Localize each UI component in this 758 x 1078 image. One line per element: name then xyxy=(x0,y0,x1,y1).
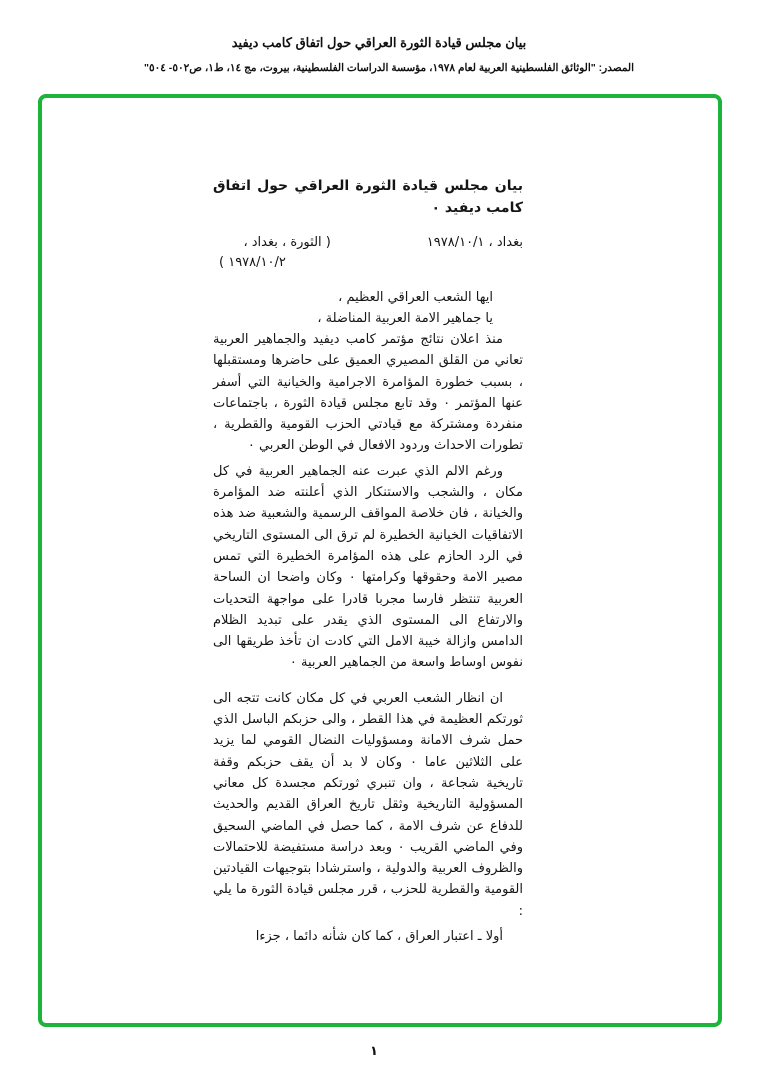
statement-heading: بيان مجلس قيادة الثورة العراقي حول اتفاق كامب ديفيد ٠ xyxy=(213,178,523,216)
newspaper-source xyxy=(213,233,331,273)
paragraph-text: منذ اعلان نتائج مؤتمر كامب ديفيد والجماهير العربية تعاني من القلق المصيري العميق على حاضرها ومستقبلها ، بسبب خطورة المؤامرة الاجرامية والخيانية التي أسفر عنها المؤتمر ٠ وقد تابع مجلس قيادة الثورة ، باجتماعات منفردة ومشتركة مع قيادتي الحزب القومية والقطرية ، تطورات الاحداث وردود الافعال في الوطن العربي ٠ xyxy=(213,332,523,454)
document-title: بيان مجلس قيادة الثورة العراقي حول اتفاق كامب ديفيد xyxy=(231,35,527,50)
dateline xyxy=(213,233,523,273)
paragraph xyxy=(213,329,523,457)
paragraph-text: ان انظار الشعب العربي في كل مكان كانت تتجه الى ثورتكم العظيمة في هذا القطر ، والى حزبكم الباسل الذي حمل شرف الامانة ومسؤوليات النضال القومي لما يزيد على الثلاثين عاما ٠ وكان لا بد أن يقف حزبكم وقفة تاريخية شجاعة ، وان تنبري ثورتكم مجسدة كل معاني المسؤولية التاريخية وثقل تاريخ العراق القديم والحديث للدفاع عن شرف الامة ، كما حصل في الماضي السحيق وفي الماضي القريب ٠ وبعد دراسة مستفيضة للاحتمالات والظروف العربية والدولية ، واسترشادا بتوجيهات القيادتين القومية والقطرية للحزب ، قرر مجلس قيادة الثورة ما يلي : xyxy=(213,690,523,919)
paragraph-text: ورغم الالم الذي عبرت عنه الجماهير العربية في كل مكان ، والشجب والاستنكار الذي أعلنته ضد المؤامرة والخيانة ، فان خلاصة المواقف الرسمية والشعبية ضد هذه الاتفاقيات الخيانية الخطيرة لم ترق الى المستوى التاريخي في الرد الحازم على هذه المؤامرة الخطيرة التي تمس مصير الامة وحقوقها وكرامتها ٠ وكان واضحا ان الساحة العربية تنتظر فارسا مجربا قادرا على مواجهة التحديات والارتفاع الى المستوى الذي يقدر على تبديد الظلام الدامس وازالة خيبة الامل التي كادت ان تأخذ طريقها الى نفوس اوساط واسعة من الجماهير العربية ٠ xyxy=(213,463,523,671)
place-date: بغداد ، ١٩٧٨/١٠/١ xyxy=(426,235,523,250)
newspaper-source-line-1: ( الثورة ، بغداد ، xyxy=(243,235,331,250)
page-number: ١ xyxy=(370,1044,378,1059)
paragraph xyxy=(213,926,523,947)
source-citation: المصدر: "الوثائق الفلسطينية العربية لعام ١٩٧٨، مؤسسة الدراسات الفلسطينية، بيروت، مج ١٤، ط١، ص٥٠٢- ٥٠٤" xyxy=(143,62,635,74)
salutation-line: ايها الشعب العراقي العظيم ، xyxy=(338,290,493,305)
paragraph-text: أولا ـ اعتبار العراق ، كما كان شأنه دائما ، جزءا xyxy=(255,929,503,945)
document-header xyxy=(0,34,758,76)
page-body xyxy=(213,175,523,947)
salutation-block xyxy=(213,287,523,329)
salutation-line: يا جماهير الامة العربية المناضلة ، xyxy=(317,311,493,326)
paragraph xyxy=(213,461,523,674)
newspaper-source-line-2: ١٩٧٨/١٠/٢ ) xyxy=(219,255,286,270)
paragraph xyxy=(213,688,523,922)
